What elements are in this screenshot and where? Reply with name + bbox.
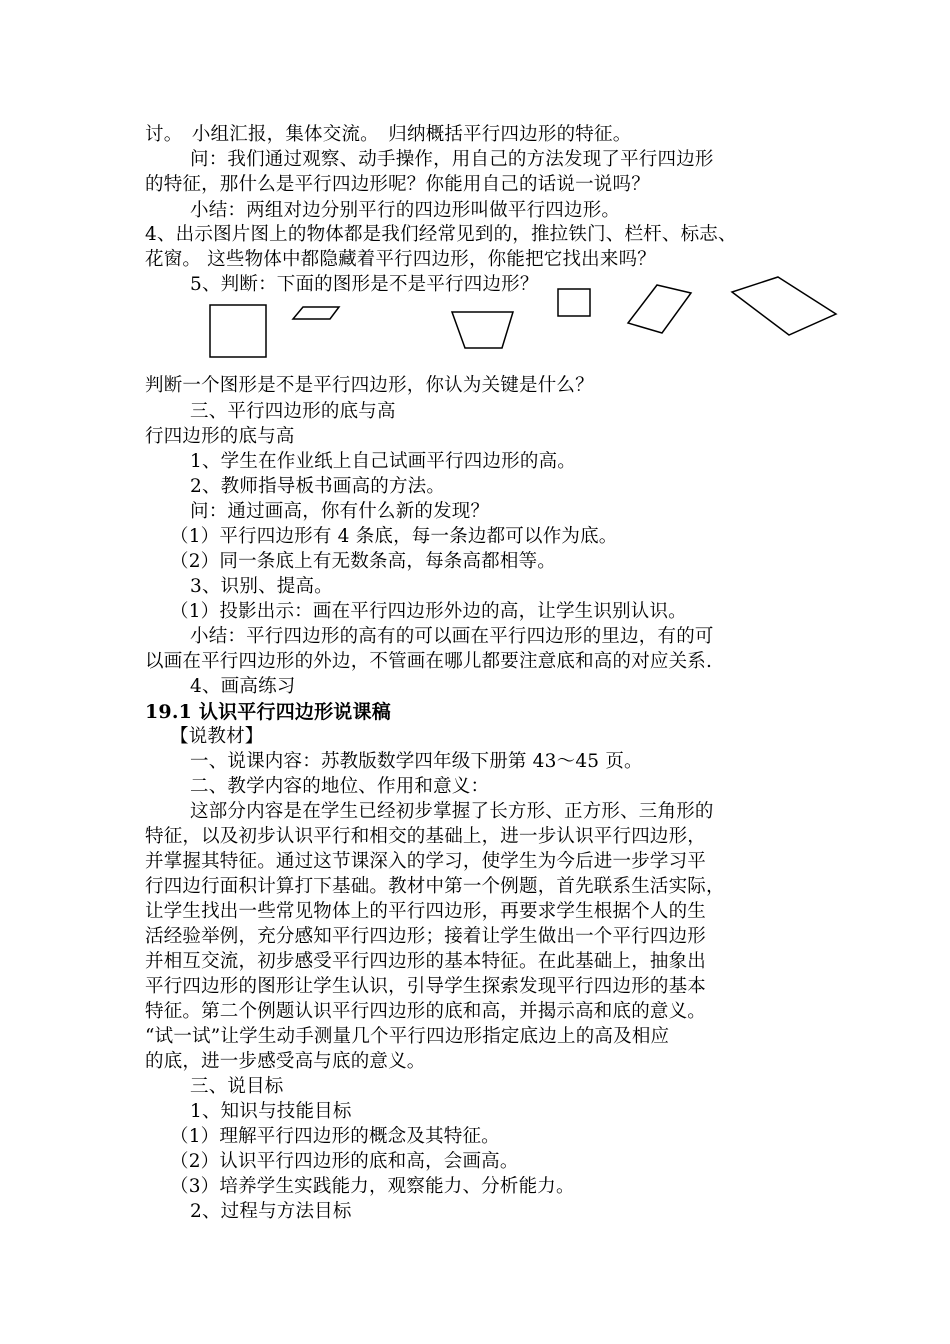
text-line: 3、识别、提高。 bbox=[190, 576, 333, 597]
text-line: 并相互交流，初步感受平行四边形的基本特征。在此基础上，抽象出 bbox=[145, 951, 707, 972]
text-line: 1、学生在作业纸上自己试画平行四边形的高。 bbox=[190, 451, 576, 472]
text-line: 二、教学内容的地位、作用和意义： bbox=[190, 776, 490, 797]
text-line: 三、说目标 bbox=[190, 1076, 284, 1097]
text-line: 4、画高练习 bbox=[190, 676, 296, 697]
text-line: 行四边形的底与高 bbox=[145, 426, 295, 447]
rhombus-shape bbox=[732, 277, 836, 335]
text-line: 的底，进一步感受高与底的意义。 bbox=[145, 1051, 426, 1072]
text-line: 并掌握其特征。通过这节课深入的学习，使学生为今后进一步学习平 bbox=[145, 851, 707, 872]
tilted-parallelogram-shape bbox=[628, 285, 691, 333]
text-line: （1）平行四边形有 4 条底，每一条边都可以作为底。 bbox=[170, 526, 618, 547]
trapezoid-shape bbox=[452, 312, 513, 348]
text-line: 问：通过画高，你有什么新的发现？ bbox=[190, 501, 490, 522]
text-line: 让学生找出一些常见物体上的平行四边形，再要求学生根据个人的生 bbox=[145, 901, 707, 922]
text-line: 4、出示图片图上的物体都是我们经常见到的，推拉铁门、栏杆、标志、 bbox=[145, 224, 737, 245]
text-line: 花窗。 这些物体中都隐藏着平行四边形，你能把它找出来吗？ bbox=[145, 249, 656, 270]
text-line: （2）认识平行四边形的底和高，会画高。 bbox=[170, 1151, 519, 1172]
text-line: （2）同一条底上有无数条高，每条高都相等。 bbox=[170, 551, 556, 572]
square-shape bbox=[210, 305, 266, 357]
text-line: 以画在平行四边形的外边，不管画在哪儿都要注意底和高的对应关系. bbox=[145, 651, 713, 672]
text-line: 讨。 小组汇报，集体交流。 归纳概括平行四边形的特征。 bbox=[145, 124, 632, 145]
text-line: （3）培养学生实践能力，观察能力、分析能力。 bbox=[170, 1176, 575, 1197]
text-line: 问：我们通过观察、动手操作，用自己的方法发现了平行四边形 bbox=[190, 149, 714, 170]
text-line: 小结：平行四边形的高有的可以画在平行四边形的里边，有的可 bbox=[190, 626, 714, 647]
text-line: 5、判断：下面的图形是不是平行四边形？ bbox=[190, 274, 539, 295]
text-line: （1）理解平行四边形的概念及其特征。 bbox=[170, 1126, 500, 1147]
text-line: 的特征，那什么是平行四边形呢？你能用自己的话说一说吗？ bbox=[145, 174, 650, 195]
section-heading: 19.1 认识平行四边形说课稿 bbox=[145, 701, 391, 723]
text-line: 2、过程与方法目标 bbox=[190, 1201, 352, 1222]
text-line: 2、教师指导板书画高的方法。 bbox=[190, 476, 446, 497]
text-line: 判断一个图形是不是平行四边形，你认为关键是什么？ bbox=[145, 375, 594, 396]
text-line: 平行四边形的图形让学生认识，引导学生探索发现平行四边形的基本 bbox=[145, 976, 707, 997]
text-line: （1）投影出示：画在平行四边形外边的高，让学生识别认识。 bbox=[170, 601, 687, 622]
text-line: 这部分内容是在学生已经初步掌握了长方形、正方形、三角形的 bbox=[190, 801, 714, 822]
text-line: 小结：两组对边分别平行的四边形叫做平行四边形。 bbox=[190, 200, 621, 221]
small-square-shape bbox=[558, 289, 590, 316]
text-line: 一、说课内容：苏教版数学四年级下册第 43～45 页。 bbox=[190, 751, 643, 772]
text-line: 行四边行面积计算打下基础。教材中第一个例题，首先联系生活实际， bbox=[145, 876, 725, 897]
text-line: “试一试”让学生动手测量几个平行四边形指定底边上的高及相应 bbox=[145, 1026, 670, 1047]
text-line: 特征。第二个例题认识平行四边形的底和高，并揭示高和底的意义。 bbox=[145, 1001, 707, 1022]
text-line: 活经验举例，充分感知平行四边形；接着让学生做出一个平行四边形 bbox=[145, 926, 707, 947]
text-line: 【说教材】 bbox=[170, 726, 264, 747]
text-line: 1、知识与技能目标 bbox=[190, 1101, 352, 1122]
flat-parallelogram-shape bbox=[293, 307, 339, 319]
text-line: 特征，以及初步认识平行和相交的基础上，进一步认识平行四边形， bbox=[145, 826, 707, 847]
text-line: 三、平行四边形的底与高 bbox=[190, 401, 396, 422]
